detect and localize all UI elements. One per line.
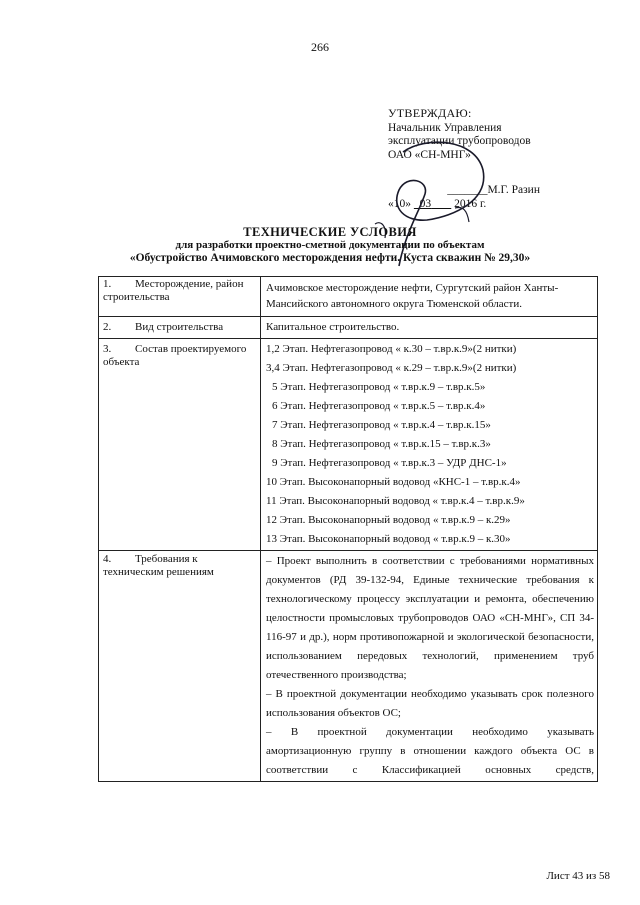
table-row — [99, 317, 598, 339]
list-item: 1,2 Этап. Нефтегазопровод « к.30 – т.вр.к.9»(2 нитки) — [266, 343, 517, 355]
list-item: 8 Этап. Нефтегазопровод « т.вр.к.15 – т.вр.к.3» — [272, 438, 491, 450]
signatory-line: _______М.Г. Разин — [447, 184, 540, 196]
signatory-name: М.Г. Разин — [487, 184, 540, 196]
page-number: 266 — [311, 40, 329, 54]
document-title: ТЕХНИЧЕСКИЕ УСЛОВИЯ — [243, 225, 417, 239]
approval-position-line2: эксплуатации трубопроводов — [388, 135, 531, 147]
row-label: 4. Требования к техническим решениям — [99, 551, 261, 782]
date-month: 03 — [419, 197, 432, 210]
table-row — [99, 339, 598, 551]
date-day: «10» — [388, 197, 411, 210]
approval-block — [388, 107, 608, 211]
requirements-text — [261, 551, 598, 782]
conditions-table — [98, 276, 598, 782]
list-item: 12 Этап. Высоконапорный водовод « т.вр.к.9 – к.29» — [266, 514, 511, 526]
row-value: Капитальное строительство. — [261, 317, 598, 339]
requirement-paragraph: – Проект выполнить в соответствии с требованиями нормативных документов (РД 39-132-94, Единые технические требования к технологическому процессу эксплуатации и ремонта, обеспечению целостности промысловых трубопроводов ОАО «СН-МНГ», СП 34-116-97 и др.), норм противопожарной и экологической безопасности, использованием передовых технологий, применением труб отечественного производства; — [266, 555, 594, 681]
approval-company: ОАО «СН-МНГ» — [388, 148, 471, 161]
table-row — [99, 551, 598, 782]
list-item: 5 Этап. Нефтегазопровод « т.вр.к.9 – т.вр.к.5» — [272, 381, 486, 393]
list-item: 11 Этап. Высоконапорный водовод « т.вр.к.4 – т.вр.к.9» — [266, 495, 525, 507]
table-row — [99, 277, 598, 317]
row-label: 2. Вид строительства — [99, 317, 261, 339]
row-value: Ачимовское месторождение нефти, Сургутский район Ханты-Мансийского автономного округа Тюменской области. — [261, 277, 598, 317]
approval-position-line1: Начальник Управления — [388, 121, 502, 134]
row-label: 1. Месторождение, район строительства — [99, 277, 261, 317]
object-list — [261, 339, 598, 551]
list-item: 3,4 Этап. Нефтегазопровод « к.29 – т.вр.к.9»(2 нитки) — [266, 362, 517, 374]
document-object: «Обустройство Ачимовского месторождения нефти. Куста скважин № 29,30» — [129, 252, 531, 264]
approval-date — [388, 198, 548, 212]
document-subtitle: для разработки проектно-сметной документации по объектам — [175, 239, 485, 251]
approval-title: УТВЕРЖДАЮ: — [388, 106, 472, 120]
document-heading — [60, 226, 600, 265]
list-item: 6 Этап. Нефтегазопровод « т.вр.к.5 – т.вр.к.4» — [272, 400, 486, 412]
requirement-paragraph: – В проектной документации необходимо указывать срок полезного использования объектов ОС; — [266, 688, 594, 719]
list-item: 10 Этап. Высоконапорный водовод «КНС-1 – т.вр.к.4» — [266, 476, 521, 488]
date-year: 2016 г. — [454, 197, 487, 210]
requirement-paragraph: – В проектной документации необходимо указывать амортизационную группу в отношении каждого объекта ОС в соответствии с Классификацией основных средств, — [266, 726, 594, 776]
list-item: 9 Этап. Нефтегазопровод « т.вр.к.3 – УДР ДНС-1» — [272, 457, 507, 469]
list-item: 7 Этап. Нефтегазопровод « т.вр.к.4 – т.вр.к.15» — [272, 419, 491, 431]
list-item: 13 Этап. Высоконапорный водовод « т.вр.к.9 – к.30» — [266, 533, 511, 545]
row-label: 3. Состав проектируемого объекта — [99, 339, 261, 551]
sheet-counter: Лист 43 из 58 — [546, 870, 610, 882]
